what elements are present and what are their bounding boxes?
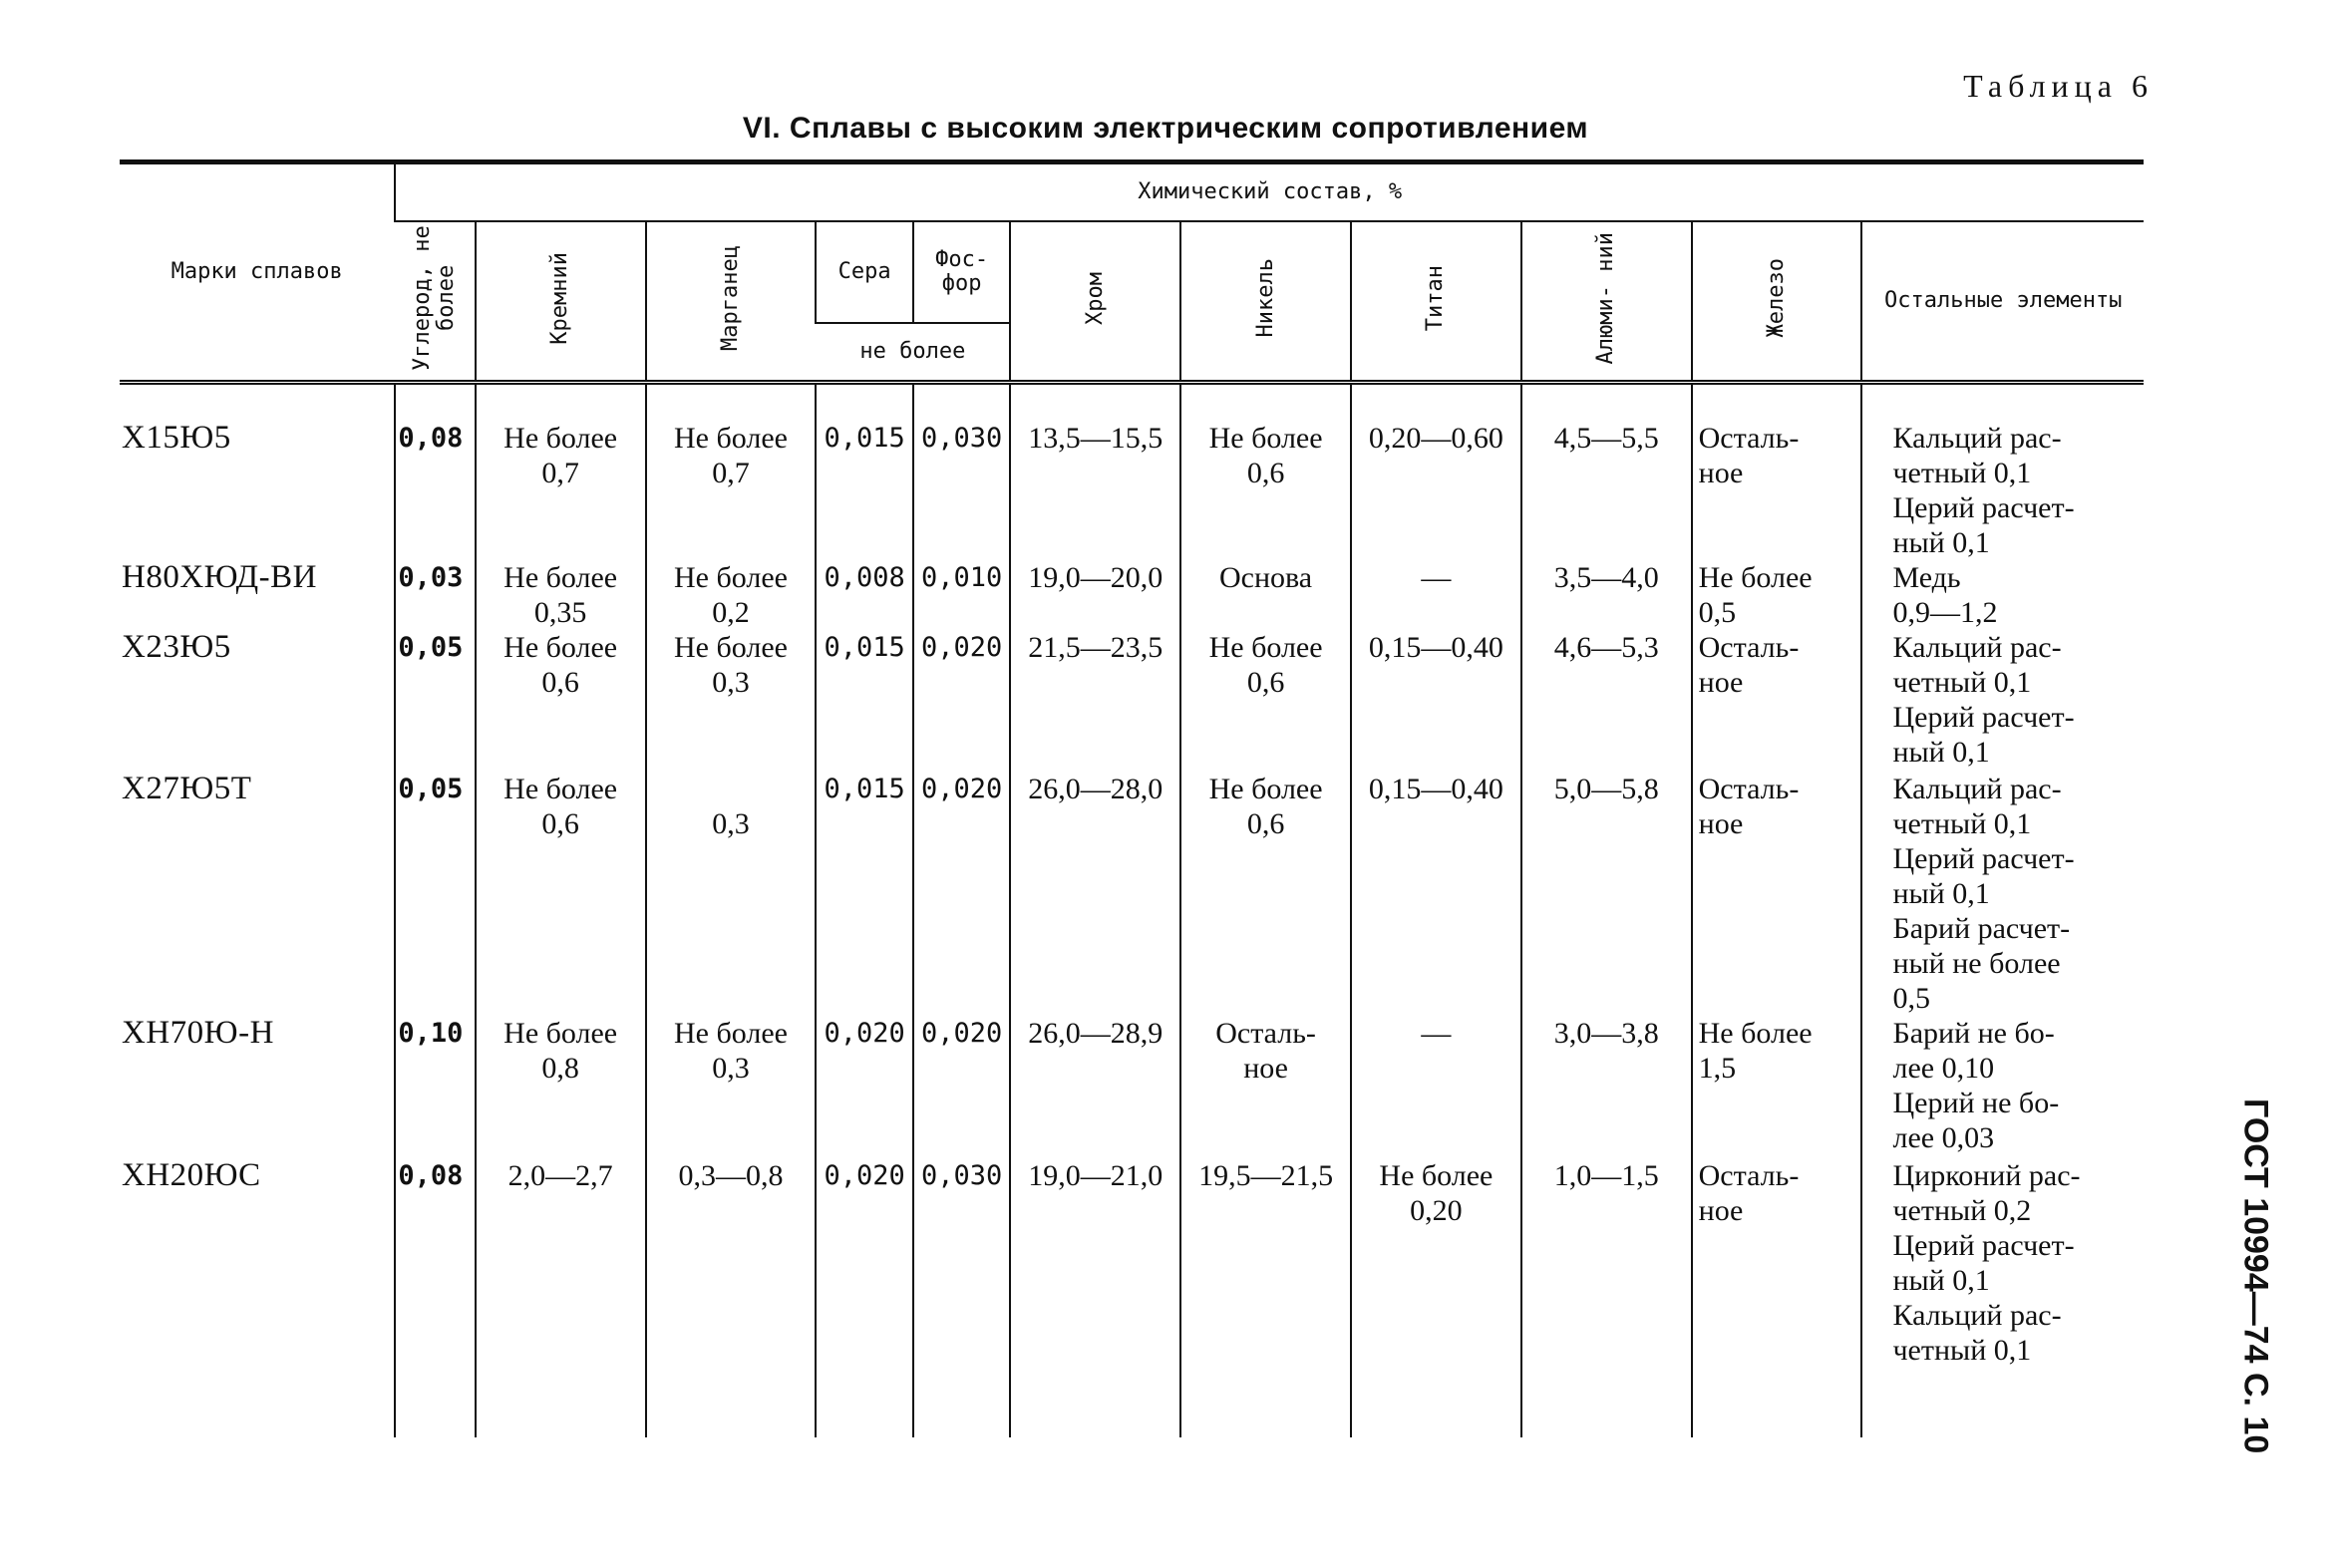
cell-line: четный 0,1: [1892, 807, 2032, 840]
cell-line: Кальций рас-: [1892, 422, 2062, 455]
header-phosphorus: Фос- фор: [913, 221, 1010, 323]
cell-line: ный 0,1: [1892, 526, 1990, 559]
header-chrome: Хром: [1010, 221, 1180, 383]
cell-line: Не более: [1208, 422, 1323, 455]
cell-line: Не более: [674, 631, 788, 664]
cell-sulfur: 0,015: [816, 630, 912, 772]
cell-grade: ХН70Ю-Н: [122, 1015, 274, 1051]
cell-manganese: [646, 383, 817, 561]
header-aluminium: Алюми- ний: [1521, 221, 1692, 383]
cell-line: Осталь-: [1698, 1159, 1800, 1192]
cell-carbon: 0,05: [395, 772, 475, 1016]
cell-other: [1861, 383, 2144, 561]
cell-manganese: [646, 1158, 817, 1437]
header-nickel: Никель: [1180, 221, 1351, 383]
cell-carbon: 0,10: [395, 1016, 475, 1158]
cell-aluminium: 4,6—5,3: [1521, 630, 1692, 772]
cell-manganese: [646, 772, 817, 1016]
cell-line: Не более: [1379, 1159, 1494, 1192]
cell-line: 1,5: [1698, 1052, 1737, 1085]
cell-line: ный 0,1: [1892, 736, 1990, 769]
cell-line: 0,20: [1410, 1194, 1463, 1227]
cell-line: Не более: [1208, 773, 1323, 805]
cell-other: [1861, 630, 2144, 772]
header-silicon: Кремний: [476, 221, 646, 383]
cell-sulfur: 0,015: [816, 772, 912, 1016]
cell-line: ный 0,1: [1892, 877, 1990, 910]
cell-chrome: 13,5—15,5: [1010, 383, 1180, 561]
alloys-table: [120, 159, 2144, 1437]
cell-grade: ХН20ЮС: [122, 1157, 261, 1193]
cell-line: лее 0,03: [1892, 1121, 1995, 1154]
cell-line: четный 0,1: [1892, 1334, 2032, 1367]
cell-iron: [1692, 630, 1862, 772]
cell-line: Основа: [1219, 561, 1313, 594]
cell-phosphorus: 0,020: [913, 1016, 1010, 1158]
cell-line: Не более: [1698, 1017, 1813, 1050]
cell-line: 19,5—21,5: [1198, 1159, 1334, 1192]
cell-silicon: [476, 630, 646, 772]
cell-line: 0,20—0,60: [1368, 422, 1503, 455]
cell-chrome: 21,5—23,5: [1010, 630, 1180, 772]
table-row: [120, 1158, 2144, 1437]
cell-line: Не более: [674, 561, 788, 594]
cell-line: четный 0,1: [1892, 457, 2032, 489]
cell-silicon: [476, 772, 646, 1016]
cell-manganese: [646, 1016, 817, 1158]
cell-silicon: [476, 1158, 646, 1437]
cell-line: Церий расчет-: [1892, 1229, 2075, 1262]
cell-line: 0,7: [712, 457, 750, 489]
cell-line: лее 0,10: [1892, 1052, 1995, 1085]
cell-titanium: [1351, 1158, 1521, 1437]
cell-line: 0,6: [1246, 457, 1285, 489]
header-titanium: Титан: [1351, 221, 1521, 383]
cell-line: Не более: [1208, 631, 1323, 664]
cell-chrome: 19,0—21,0: [1010, 1158, 1180, 1437]
cell-line: Барий расчет-: [1892, 912, 2071, 945]
cell-grade: Х27Ю5Т: [122, 771, 252, 806]
table-row: [120, 560, 2144, 630]
cell-line: Церий не бо-: [1892, 1087, 2060, 1119]
cell-line: Кальций рас-: [1892, 1299, 2062, 1332]
cell-line: Осталь-: [1698, 422, 1800, 455]
cell-line: 0,35: [533, 596, 587, 629]
standard-code: ГОСТ 10994—74 С. 10: [2236, 1098, 2275, 1454]
cell-phosphorus: 0,030: [913, 1158, 1010, 1437]
section-title: VI. Сплавы с высоким электрическим сопротивлением: [742, 112, 1589, 145]
cell-line: Не более: [503, 773, 618, 805]
cell-line: Церий расчет-: [1892, 842, 2075, 875]
cell-line: Не более: [503, 422, 618, 455]
cell-line: Не более: [674, 422, 788, 455]
cell-line: Цирконий рас-: [1892, 1159, 2081, 1192]
cell-grade: Н80ХЮД-ВИ: [122, 559, 317, 595]
cell-chrome: 26,0—28,0: [1010, 772, 1180, 1016]
cell-iron: [1692, 560, 1862, 630]
cell-other: [1861, 560, 2144, 630]
cell-other: [1861, 1158, 2144, 1437]
cell-line: ное: [1243, 1052, 1288, 1085]
table-row: [120, 383, 2144, 561]
cell-line: ное: [1698, 1194, 1744, 1227]
header-carbon: Углерод, не более: [395, 221, 475, 383]
header-grade: Марки сплавов: [120, 162, 395, 383]
cell-nickel: [1180, 1158, 1351, 1437]
table-row: [120, 772, 2144, 1016]
cell-other: [1861, 772, 2144, 1016]
cell-line: Не более: [674, 1017, 788, 1050]
cell-phosphorus: 0,010: [913, 560, 1010, 630]
cell-line: Барий не бо-: [1892, 1017, 2055, 1050]
cell-line: 0,3: [712, 807, 750, 840]
cell-line: 2,0—2,7: [507, 1159, 613, 1192]
header-iron: Железо: [1692, 221, 1862, 383]
cell-aluminium: 3,0—3,8: [1521, 1016, 1692, 1158]
cell-phosphorus: 0,030: [913, 383, 1010, 561]
cell-line: ное: [1698, 666, 1744, 699]
cell-nickel: [1180, 383, 1351, 561]
cell-line: 0,3—0,8: [678, 1159, 784, 1192]
cell-iron: [1692, 1016, 1862, 1158]
cell-nickel: [1180, 630, 1351, 772]
cell-line: —: [1421, 1017, 1452, 1050]
cell-line: Не более: [503, 631, 618, 664]
table-number: Таблица 6: [1963, 68, 2154, 104]
cell-line: 0,6: [541, 807, 579, 840]
cell-other: [1861, 1016, 2144, 1158]
cell-carbon: 0,05: [395, 630, 475, 772]
cell-silicon: [476, 560, 646, 630]
header-sulfur: Сера: [816, 221, 912, 323]
cell-iron: [1692, 383, 1862, 561]
cell-aluminium: 1,0—1,5: [1521, 1158, 1692, 1437]
cell-aluminium: 4,5—5,5: [1521, 383, 1692, 561]
cell-phosphorus: 0,020: [913, 772, 1010, 1016]
cell-sulfur: 0,020: [816, 1158, 912, 1437]
cell-grade: Х15Ю5: [122, 420, 231, 456]
cell-line: Не более: [503, 1017, 618, 1050]
cell-line: ное: [1698, 457, 1744, 489]
cell-line: 0,9—1,2: [1892, 596, 1998, 629]
cell-sulfur: 0,015: [816, 383, 912, 561]
cell-line: Кальций рас-: [1892, 631, 2062, 664]
cell-aluminium: 3,5—4,0: [1521, 560, 1692, 630]
cell-sulfur: 0,020: [816, 1016, 912, 1158]
cell-line: ный 0,1: [1892, 1264, 1990, 1297]
cell-nickel: [1180, 1016, 1351, 1158]
header-other-elements: Остальные элементы: [1861, 221, 2144, 383]
cell-line: Осталь-: [1215, 1017, 1316, 1050]
cell-line: Медь: [1892, 561, 1961, 594]
cell-line: Церий расчет-: [1892, 701, 2075, 734]
cell-line: 0,3: [712, 1052, 750, 1085]
cell-line: четный 0,2: [1892, 1194, 2032, 1227]
cell-line: Церий расчет-: [1892, 491, 2075, 524]
cell-phosphorus: 0,020: [913, 630, 1010, 772]
alloy-rows: [120, 383, 2144, 1438]
cell-line: ное: [1698, 807, 1744, 840]
table-row: [120, 1016, 2144, 1158]
cell-line: Кальций рас-: [1892, 773, 2062, 805]
cell-carbon: 0,08: [395, 383, 475, 561]
cell-line: 0,15—0,40: [1368, 631, 1503, 664]
cell-chrome: 26,0—28,9: [1010, 1016, 1180, 1158]
cell-line: Осталь-: [1698, 773, 1800, 805]
cell-manganese: [646, 560, 817, 630]
cell-silicon: [476, 1016, 646, 1158]
cell-aluminium: 5,0—5,8: [1521, 772, 1692, 1016]
cell-line: ный не более: [1892, 947, 2061, 980]
cell-line: 0,6: [541, 666, 579, 699]
cell-line: 0,5: [1892, 982, 1930, 1015]
cell-line: Не более: [1698, 561, 1813, 594]
cell-silicon: [476, 383, 646, 561]
cell-carbon: 0,03: [395, 560, 475, 630]
cell-nickel: [1180, 772, 1351, 1016]
cell-line: 0,7: [541, 457, 579, 489]
cell-carbon: 0,08: [395, 1158, 475, 1437]
cell-line: 0,3: [712, 666, 750, 699]
cell-line: 0,8: [541, 1052, 579, 1085]
header-manganese: Марганец: [646, 221, 817, 383]
cell-nickel: [1180, 560, 1351, 630]
cell-line: —: [1421, 561, 1452, 594]
cell-line: четный 0,1: [1892, 666, 2032, 699]
cell-manganese: [646, 630, 817, 772]
cell-line: [647, 772, 816, 806]
cell-line: 0,6: [1246, 666, 1285, 699]
cell-titanium: [1351, 772, 1521, 1016]
cell-sulfur: 0,008: [816, 560, 912, 630]
table-row: [120, 630, 2144, 772]
cell-titanium: [1351, 630, 1521, 772]
cell-line: 0,2: [712, 596, 750, 629]
header-chemical-composition: Химический состав, %: [395, 162, 2144, 222]
cell-line: Осталь-: [1698, 631, 1800, 664]
cell-line: 0,5: [1698, 596, 1737, 629]
cell-grade: Х23Ю5: [122, 629, 231, 665]
cell-titanium: [1351, 560, 1521, 630]
cell-chrome: 19,0—20,0: [1010, 560, 1180, 630]
header-not-more: не более: [816, 323, 1010, 383]
cell-line: 0,15—0,40: [1368, 773, 1503, 805]
cell-titanium: [1351, 1016, 1521, 1158]
cell-line: Не более: [503, 561, 618, 594]
cell-line: 0,6: [1246, 807, 1285, 840]
cell-titanium: [1351, 383, 1521, 561]
cell-iron: [1692, 1158, 1862, 1437]
cell-iron: [1692, 772, 1862, 1016]
